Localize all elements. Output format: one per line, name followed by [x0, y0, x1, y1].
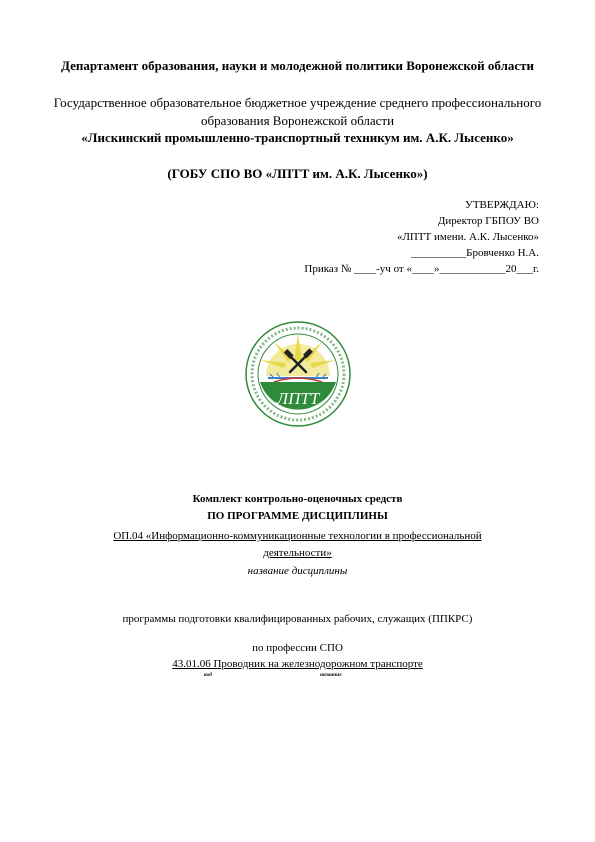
approval-heading: УТВЕРЖДАЮ: — [465, 199, 539, 211]
discipline-name-line-1: ОП.04 «Информационно-коммуникационные технологии в профессиональной — [113, 530, 482, 542]
institution-line-1: Государственное образовательное бюджетное учреждение среднего профессионального — [53, 95, 542, 110]
discipline-caption: название дисциплины — [247, 565, 348, 577]
kit-title: Комплект контрольно-оценочных средств — [192, 493, 403, 505]
approval-org: «ЛПТТ имени. А.К. Лысенко» — [396, 231, 539, 243]
institution-name: «Лискинский промышленно-транспортный техникум им. А.К. Лысенко» — [81, 130, 514, 145]
college-emblem-icon — [244, 320, 352, 428]
program-type: программы подготовки квалифицированных рабочих, служащих (ППКРС) — [122, 613, 473, 625]
code-caption: код — [204, 672, 212, 678]
approval-order: Приказ № ____-уч от «____»____________20___г. — [304, 263, 539, 275]
profession-label: по профессии СПО — [252, 642, 343, 654]
program-title: ПО ПРОГРАММЕ ДИСЦИПЛИНЫ — [207, 510, 388, 522]
institution-line-2: образования Воронежской области — [200, 113, 395, 128]
approval-position: Директор ГБПОУ ВО — [437, 215, 539, 227]
profession-name: 43.01.06 Проводник на железнодорожном транспорте — [172, 658, 423, 670]
name-caption: название — [320, 672, 342, 678]
approval-signature: __________Бровченко Н.А. — [411, 247, 539, 259]
institution-abbreviation: (ГОБУ СПО ВО «ЛПТТ им. А.К. Лысенко») — [167, 166, 428, 181]
discipline-name-line-2: деятельности» — [263, 547, 332, 559]
emblem-letters: ЛПТТ — [276, 389, 320, 408]
department-name: Департамент образования, науки и молодежной политики Воронежской области — [60, 58, 535, 73]
